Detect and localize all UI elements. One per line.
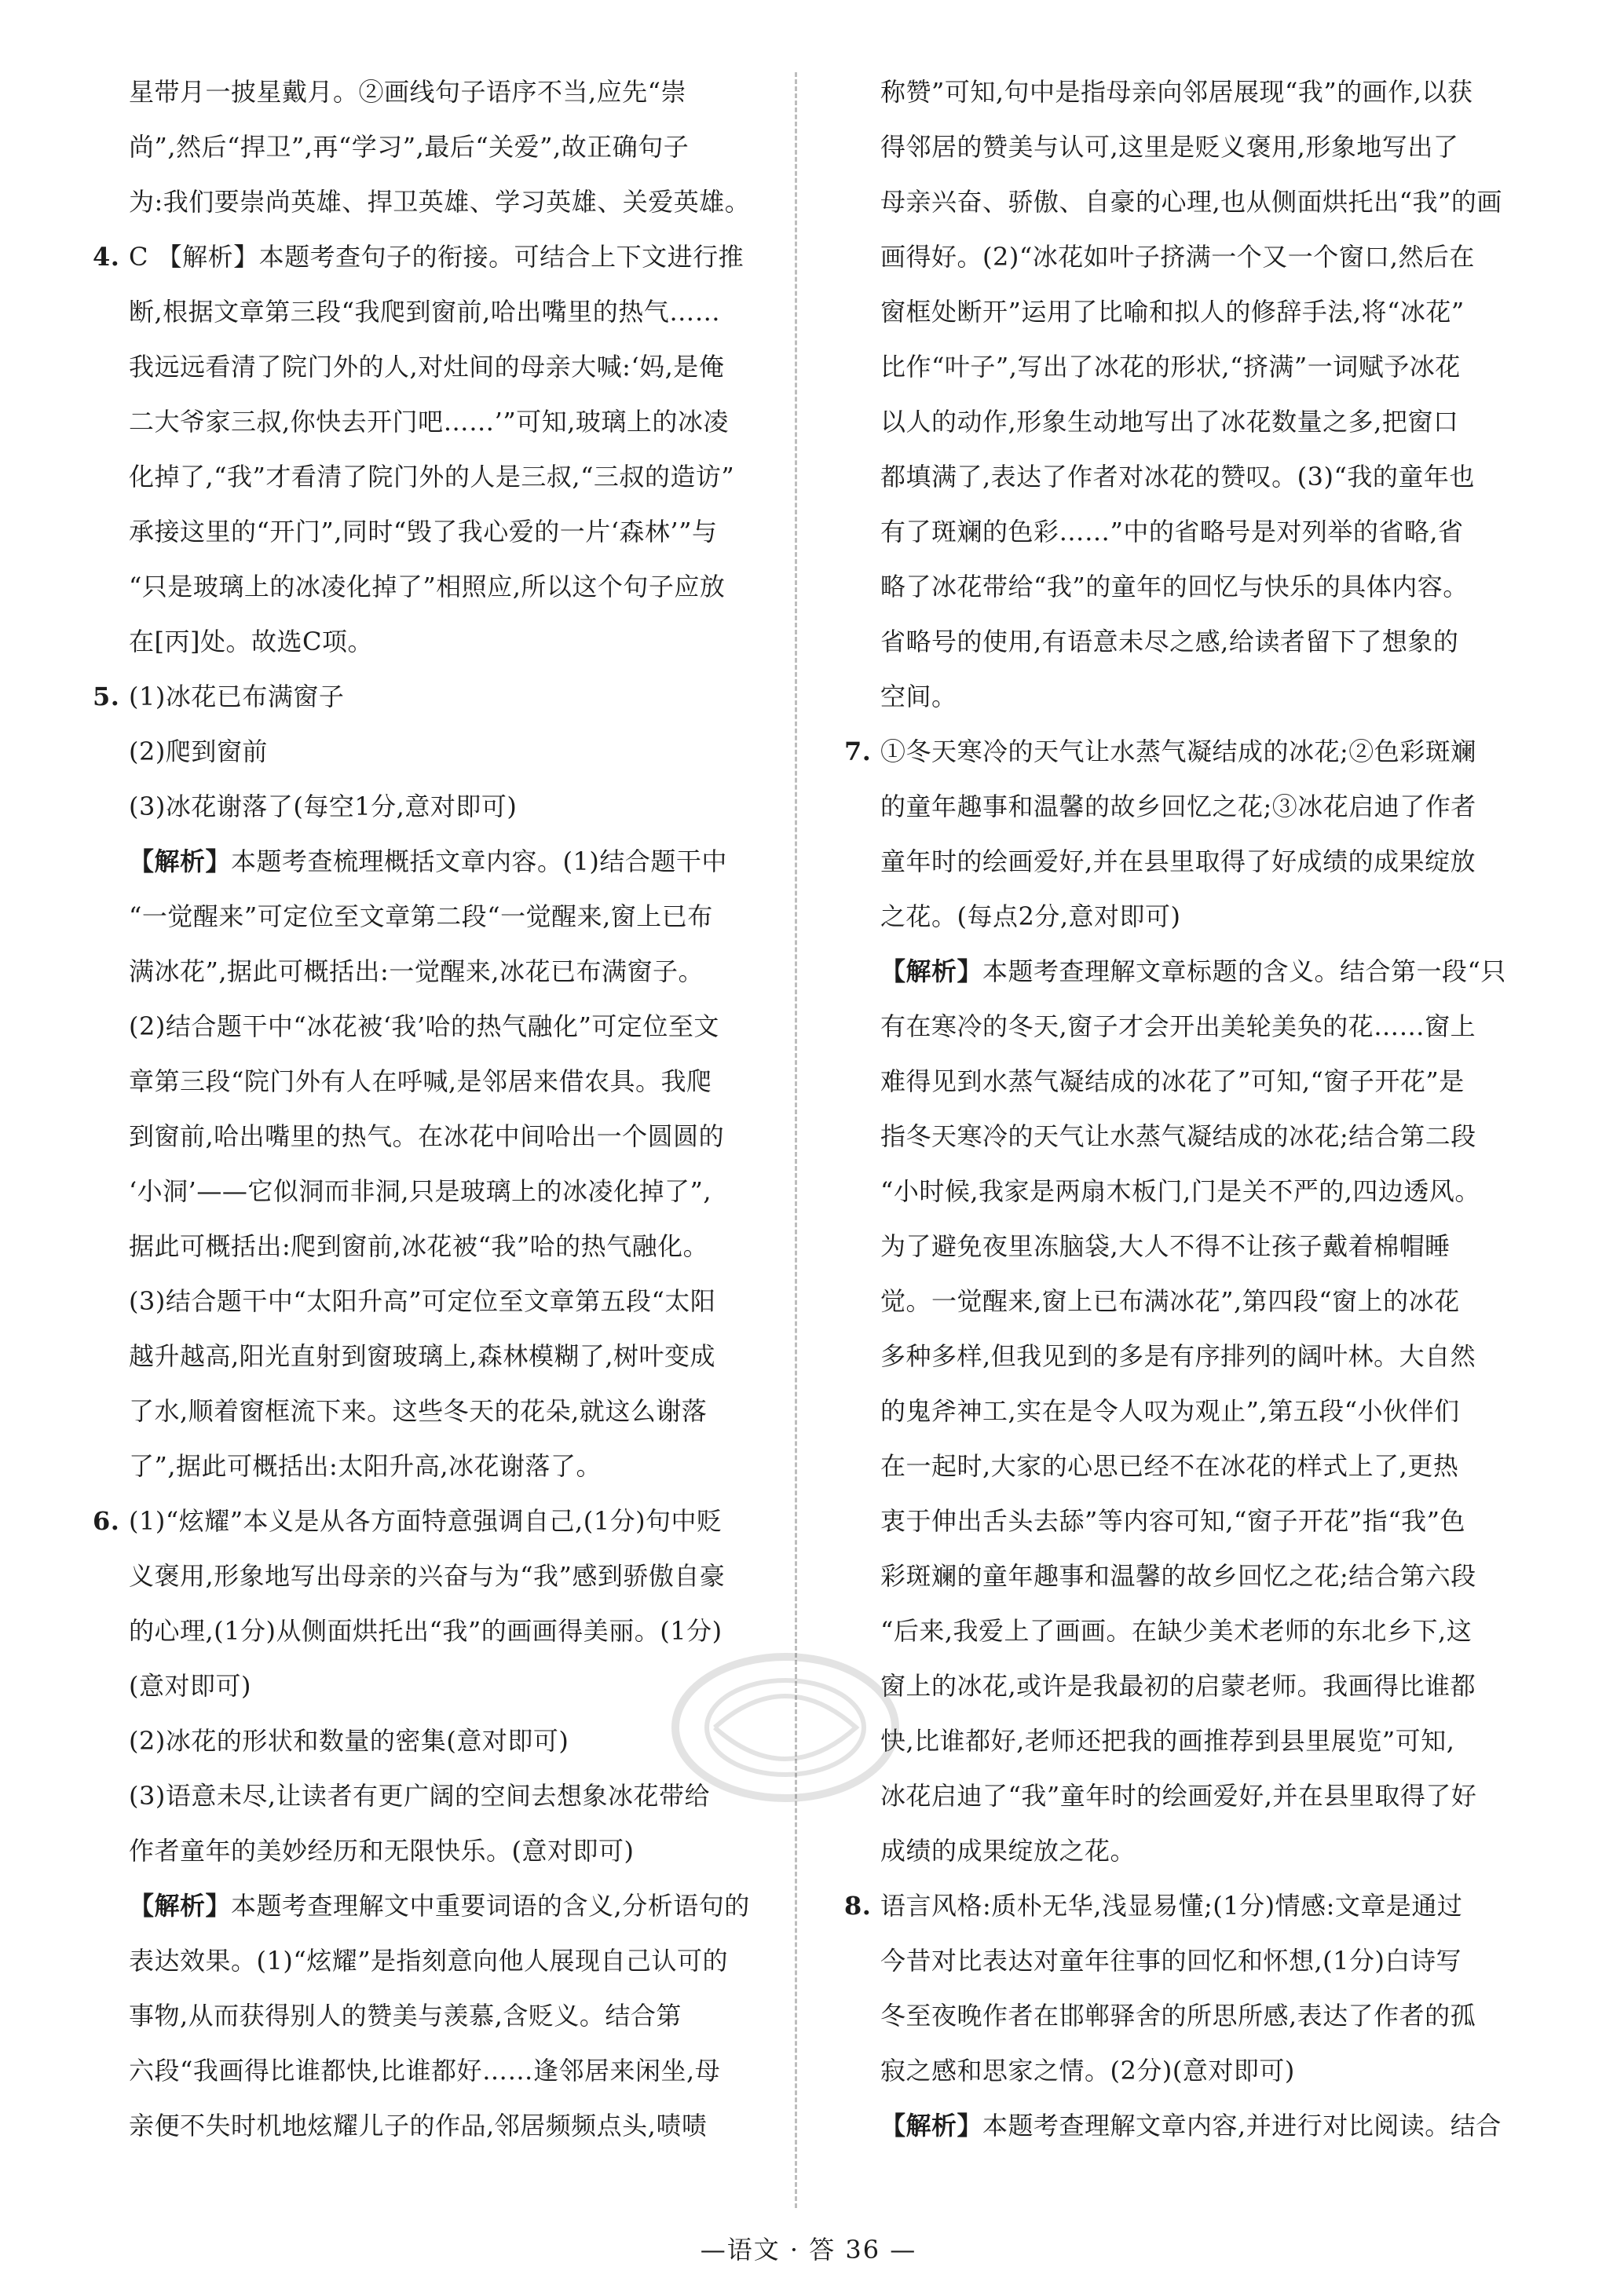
- text-line: [844, 1164, 1567, 1219]
- text-line: [93, 1823, 815, 1878]
- text-line: [93, 834, 815, 889]
- text-line: [844, 1933, 1567, 1988]
- line-text: (3)语意未尽,让读者有更广阔的空间去想象冰花带给: [129, 1781, 711, 1811]
- line-text: (意对即可): [129, 1671, 251, 1701]
- line-text: 事物,从而获得别人的赞美与羡慕,含贬义。结合第: [129, 2001, 682, 2031]
- text-line: [93, 724, 815, 779]
- text-line: [93, 1439, 815, 1493]
- line-text: 断,根据文章第三段“我爬到窗前,哈出嘴里的热气……: [129, 297, 721, 327]
- text-line: [844, 2098, 1567, 2153]
- line-text: 多种多样,但我见到的多是有序排列的阔叶林。大自然: [880, 1341, 1476, 1371]
- line-text: 指冬天寒冷的天气让水蒸气凝结成的冰花;结合第二段: [880, 1121, 1476, 1151]
- line-text: 章第三段“院门外有人在呼喊,是邻居来借农具。我爬: [129, 1066, 712, 1096]
- text-line: [844, 64, 1567, 119]
- text-line: [844, 119, 1567, 174]
- text-line: [844, 284, 1567, 339]
- line-text: 母亲兴奋、骄傲、自豪的心理,也从侧面烘托出“我”的画: [880, 187, 1502, 217]
- text-line: [93, 394, 815, 449]
- text-line: [844, 779, 1567, 834]
- text-line: [844, 1768, 1567, 1823]
- text-line: [844, 394, 1567, 449]
- line-text: 到窗前,哈出嘴里的热气。在冰花中间哈出一个圆圆的: [129, 1121, 725, 1151]
- line-text: 本题考查梳理概括文章内容。(1)结合题干中: [231, 846, 727, 876]
- text-line: [93, 1274, 815, 1329]
- text-line: [844, 1878, 1567, 1933]
- line-text: 寂之感和思家之情。(2分)(意对即可): [880, 2056, 1295, 2086]
- text-line: [844, 889, 1567, 944]
- line-text: 都填满了,表达了作者对冰花的赞叹。(3)“我的童年也: [880, 462, 1475, 492]
- line-text: 省略号的使用,有语意未尽之感,给读者留下了想象的: [880, 627, 1459, 656]
- text-line: [93, 1384, 815, 1439]
- line-text: 以人的动作,形象生动地写出了冰花数量之多,把窗口: [880, 407, 1459, 437]
- line-text: 承接这里的“开门”,同时“毁了我心爱的一片‘森林’”与: [129, 517, 718, 547]
- text-line: [93, 1548, 815, 1603]
- line-text: 据此可概括出:爬到窗前,冰花被“我”哈的热气融化。: [129, 1231, 709, 1261]
- question-number: 7.: [844, 737, 872, 766]
- line-text: 六段“我画得比谁都快,比谁都好……逢邻居来闲坐,母: [129, 2056, 721, 2086]
- line-text: 称赞”可知,句中是指母亲向邻居展现“我”的画作,以获: [880, 77, 1473, 107]
- line-text: 彩斑斓的童年趣事和温馨的故乡回忆之花;结合第六段: [880, 1561, 1476, 1591]
- text-line: [844, 339, 1567, 394]
- line-text: 越升越高,阳光直射到窗玻璃上,森林模糊了,树叶变成: [129, 1341, 716, 1371]
- text-line: [844, 1439, 1567, 1493]
- text-line: [93, 1219, 815, 1274]
- text-line: [93, 339, 815, 394]
- text-line: [93, 1768, 815, 1823]
- line-text: 为:我们要崇尚英雄、捍卫英雄、学习英雄、关爱英雄。: [129, 187, 751, 217]
- text-line: [844, 834, 1567, 889]
- line-text: 的心理,(1分)从侧面烘托出“我”的画画得美丽。(1分): [129, 1616, 723, 1646]
- text-line: [93, 1109, 815, 1164]
- line-text: 窗框处断开”运用了比喻和拟人的修辞手法,将“冰花”: [880, 297, 1465, 327]
- line-text: 了”,据此可概括出:太阳升高,冰花谢落了。: [129, 1451, 602, 1481]
- text-line: [93, 559, 815, 614]
- text-line: [844, 1109, 1567, 1164]
- line-text: 作者童年的美妙经历和无限快乐。(意对即可): [129, 1836, 635, 1866]
- line-text: 本题考查理解文章内容,并进行对比阅读。结合: [982, 2111, 1502, 2141]
- text-line: [93, 889, 815, 944]
- text-line: [93, 119, 815, 174]
- line-text: 亲便不失时机地炫耀儿子的作品,邻居频频点头,啧啧: [129, 2111, 708, 2141]
- text-line: [93, 284, 815, 339]
- column-divider: [795, 72, 797, 2208]
- line-text: (3)结合题干中“太阳升高”可定位至文章第五段“太阳: [129, 1286, 716, 1316]
- line-text: (1)“炫耀”本义是从各方面特意强调自己,(1分)句中贬: [129, 1506, 723, 1536]
- line-text: “一觉醒来”可定位至文章第二段“一觉醒来,窗上已布: [129, 901, 713, 931]
- line-text: ①冬天寒冷的天气让水蒸气凝结成的冰花;②色彩斑斓: [880, 737, 1476, 766]
- analysis-tag: 【解析】: [129, 1891, 232, 1921]
- line-text: 冰花启迪了“我”童年时的绘画爱好,并在县里取得了好: [880, 1781, 1477, 1811]
- text-line: [844, 1713, 1567, 1768]
- text-line: [844, 1384, 1567, 1439]
- line-text: 的童年趣事和温馨的故乡回忆之花;③冰花启迪了作者: [880, 792, 1476, 821]
- line-text: 满冰花”,据此可概括出:一觉醒来,冰花已布满窗子。: [129, 956, 704, 986]
- text-line: [93, 779, 815, 834]
- line-text: 略了冰花带给“我”的童年的回忆与快乐的具体内容。: [880, 572, 1469, 601]
- line-text: 的鬼斧神工,实在是令人叹为观止”,第五段“小伙伴们: [880, 1396, 1460, 1426]
- text-line: [844, 174, 1567, 229]
- line-text: 本题考查理解文章标题的含义。结合第一段“只: [982, 956, 1506, 986]
- text-line: [844, 1054, 1567, 1109]
- line-text: 今昔对比表达对童年往事的回忆和怀想,(1分)白诗写: [880, 1946, 1462, 1976]
- line-text: 快,比谁都好,老师还把我的画推荐到县里展览”可知,: [880, 1726, 1455, 1756]
- line-text: (2)冰花的形状和数量的密集(意对即可): [129, 1726, 569, 1756]
- text-line: [93, 1164, 815, 1219]
- text-line: [844, 229, 1567, 284]
- question-number: 5.: [93, 682, 120, 711]
- text-line: [844, 1658, 1567, 1713]
- line-text: (3)冰花谢落了(每空1分,意对即可): [129, 792, 518, 821]
- line-text: 画得好。(2)“冰花如叶子挤满一个又一个窗口,然后在: [880, 242, 1475, 272]
- line-text: 空间。: [880, 682, 957, 711]
- line-text: 二大爷家三叔,你快去开门吧……’”可知,玻璃上的冰凌: [129, 407, 729, 437]
- text-line: [93, 1329, 815, 1384]
- line-text: 窗上的冰花,或许是我最初的启蒙老师。我画得比谁都: [880, 1671, 1476, 1701]
- text-line: [93, 504, 815, 559]
- question-number: 4.: [93, 242, 120, 272]
- line-text: (1)冰花已布满窗子: [129, 682, 345, 711]
- text-line: [844, 1603, 1567, 1658]
- text-line: [93, 1713, 815, 1768]
- text-line: [93, 449, 815, 504]
- text-line: [93, 1658, 815, 1713]
- line-text: 比作“叶子”,写出了冰花的形状,“挤满”一词赋予冰花: [880, 352, 1461, 382]
- text-line: [93, 2098, 815, 2153]
- page-footer: —语文 · 答 36 —: [700, 2235, 917, 2265]
- text-line: [844, 669, 1567, 724]
- line-text: 有在寒冷的冬天,窗子才会开出美轮美奂的花……窗上: [880, 1011, 1476, 1041]
- line-text: (2)结合题干中“冰花被‘我’哈的热气融化”可定位至文: [129, 1011, 719, 1041]
- text-line: [93, 1988, 815, 2043]
- text-line: [93, 2043, 815, 2098]
- line-text: 化掉了,“我”才看清了院门外的人是三叔,“三叔的造访”: [129, 462, 735, 492]
- text-line: [93, 1933, 815, 1988]
- text-line: [844, 1548, 1567, 1603]
- text-line: [844, 614, 1567, 669]
- line-text: 冬至夜晚作者在邯郸驿舍的所思所感,表达了作者的孤: [880, 2001, 1476, 2031]
- text-line: [93, 999, 815, 1054]
- text-line: [93, 1493, 815, 1548]
- text-line: [844, 1493, 1567, 1548]
- line-text: C 【解析】本题考查句子的衔接。可结合上下文进行推: [129, 242, 744, 272]
- line-text: ‘小洞’——它似洞而非洞,只是玻璃上的冰凌化掉了”,: [129, 1176, 712, 1206]
- line-text: 了水,顺着窗框流下来。这些冬天的花朵,就这么谢落: [129, 1396, 708, 1426]
- text-line: [844, 2043, 1567, 2098]
- right-column: [844, 64, 1567, 2153]
- line-text: 本题考查理解文中重要词语的含义,分析语句的: [231, 1891, 750, 1921]
- question-number: 8.: [844, 1891, 872, 1921]
- line-text: 童年时的绘画爱好,并在县里取得了好成绩的成果绽放: [880, 846, 1476, 876]
- line-text: 在[丙]处。故选C项。: [129, 627, 373, 656]
- text-line: [844, 1329, 1567, 1384]
- question-number: 6.: [93, 1506, 120, 1536]
- text-line: [844, 1219, 1567, 1274]
- text-line: [93, 614, 815, 669]
- text-line: [93, 944, 815, 999]
- line-text: 为了避免夜里冻脑袋,大人不得不让孩子戴着棉帽睡: [880, 1231, 1451, 1261]
- text-line: [93, 1603, 815, 1658]
- analysis-tag: 【解析】: [129, 846, 232, 876]
- line-text: 难得见到水蒸气凝结成的冰花了”可知,“窗子开花”是: [880, 1066, 1465, 1096]
- text-line: [93, 1878, 815, 1933]
- text-line: [93, 669, 815, 724]
- line-text: (2)爬到窗前: [129, 737, 268, 766]
- text-line: [844, 1823, 1567, 1878]
- text-line: [844, 1988, 1567, 2043]
- line-text: 我远远看清了院门外的人,对灶间的母亲大喊:‘妈,是俺: [129, 352, 725, 382]
- line-text: “只是玻璃上的冰凌化掉了”相照应,所以这个句子应放: [129, 572, 726, 601]
- text-line: [93, 174, 815, 229]
- text-line: [844, 724, 1567, 779]
- text-line: [93, 229, 815, 284]
- line-text: 觉。一觉醒来,窗上已布满冰花”,第四段“窗上的冰花: [880, 1286, 1460, 1316]
- text-line: [844, 504, 1567, 559]
- line-text: “后来,我爱上了画画。在缺少美术老师的东北乡下,这: [880, 1616, 1472, 1646]
- line-text: 之花。(每点2分,意对即可): [880, 901, 1181, 931]
- text-line: [844, 559, 1567, 614]
- line-text: 星带月一披星戴月。②画线句子语序不当,应先“崇: [129, 77, 687, 107]
- line-text: 表达效果。(1)“炫耀”是指刻意向他人展现自己认可的: [129, 1946, 729, 1976]
- text-line: [844, 944, 1567, 999]
- line-text: 义褒用,形象地写出母亲的兴奋与为“我”感到骄傲自豪: [129, 1561, 726, 1591]
- line-text: 语言风格:质朴无华,浅显易懂;(1分)情感:文章是通过: [880, 1891, 1463, 1921]
- line-text: 得邻居的赞美与认可,这里是贬义褒用,形象地写出了: [880, 132, 1459, 162]
- text-line: [844, 999, 1567, 1054]
- text-line: [844, 449, 1567, 504]
- line-text: 有了斑斓的色彩……”中的省略号是对列举的省略,省: [880, 517, 1464, 547]
- analysis-tag: 【解析】: [880, 2111, 983, 2141]
- text-line: [93, 1054, 815, 1109]
- text-line: [93, 64, 815, 119]
- left-column: [93, 64, 815, 2153]
- line-text: 衷于伸出舌头去舔”等内容可知,“窗子开花”指“我”色: [880, 1506, 1465, 1536]
- line-text: “小时候,我家是两扇木板门,门是关不严的,四边透风。: [880, 1176, 1480, 1206]
- line-text: 成绩的成果绽放之花。: [880, 1836, 1136, 1866]
- line-text: 尚”,然后“捍卫”,再“学习”,最后“关爱”,故正确句子: [129, 132, 690, 162]
- line-text: 在一起时,大家的心思已经不在冰花的样式上了,更热: [880, 1451, 1459, 1481]
- text-line: [844, 1274, 1567, 1329]
- analysis-tag: 【解析】: [880, 956, 983, 986]
